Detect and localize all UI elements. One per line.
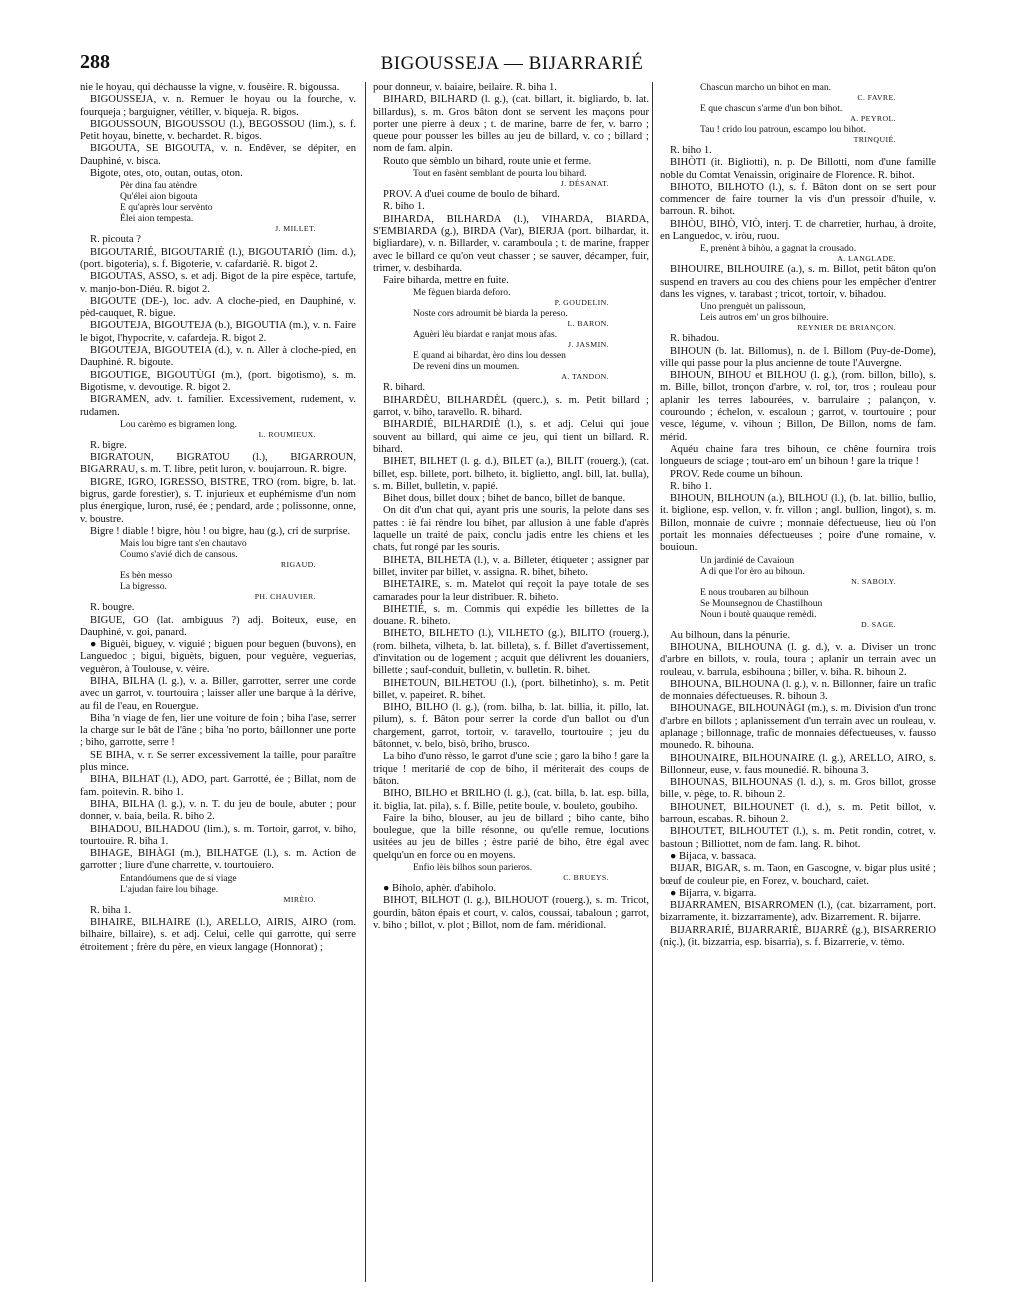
dictionary-entry: BIHETOUN, BILHETOU (l.), (port. bilhetinho), s. m. Petit billet, v. papeiret. R. bihet. [373,677,649,701]
quotation-author: PH. CHAUVIER. [254,592,316,602]
dictionary-entry: BIHETO, BILHETO (l.), VILHETO (g.), BILITO (rouerg.), (rom. bilheta, vilheta, b. lat. billeta), s. f. Billet d'avertissement, d'invitation ou de logement ; acquit que délivrent les douaniers, billette ; sauf-conduit, bulletin, v. bulletin. R. bihet. [373,628,649,677]
dictionary-entry: BIHÒTI (it. Bigliotti), n. p. De Billotti, nom d'une famille noble du Comtat Venaissin, originaire de Florence. R. bihot. [660,157,936,181]
dictionary-entry: On dit d'un chat qui, ayant pris une souris, la pelote dans ses pattes : iè fai rèndre lou bihet, par allusion à une fable d'après laquelle un traité de paix, conclu jadis entre les chiens et les chats, fut rongé par les souris. [373,505,649,554]
dictionary-entry: BIHOUNAS, BILHOUNAS (l. d.), s. m. Gros billot, grosse bille, v. pège, to. R. bihoun 2. [660,777,936,801]
dictionary-entry: BIHOUIRE, BILHOUIRE (a.), s. m. Billot, petit bâton qu'on suspend en travers au cou des chiens pour les empêcher d'entrer dans les vignes, v. tarabast ; tricot, tortoir, v. bihadou. [660,264,936,300]
dictionary-entry: BIJAR, BIGAR, s. m. Taon, en Gascogne, v. bigar plus usité ; bœuf de couleur pie, en Forez, v. bouchard, caiet. [660,863,936,887]
dictionary-entry: ● Bijaca, v. bassaca. [670,850,757,862]
page-number: 288 [80,51,110,73]
dictionary-entry: SE BIHA, v. r. Se serrer excessivement la taille, pour paraître plus mince. [80,749,356,774]
dictionary-entry: BIGOUSSEJA, v. n. Remuer le hoyau ou la fourche, v. fourqueja ; barguigner, vétiller, v. biqueja. R. bigos. [80,94,356,118]
quotation-line: Noun i boutè quauque remèdi. [700,608,817,620]
quotation-line: Entandóumens que de si viage [120,872,237,884]
dictionary-entry: R. biha 1. [90,904,132,916]
dictionary-entry: BIHOUN (b. lat. Billomus), n. de l. Billom (Puy-de-Dome), ville qui passe pour la plus ancienne de toute l'Auvergne. [660,345,936,369]
quotation-line: De reveni dins un moumen. [413,361,520,373]
dictionary-entry: BIHETIÉ, s. m. Commis qui expédie les billettes de la douane. R. biheto. [373,603,649,628]
dictionary-entry: Au bilhoun, dans la pénurie. [670,629,791,641]
quotation-author: N. SABOLY. [851,576,896,586]
quotation-line: Leis autros em' un gros bilhouire. [700,312,829,324]
dictionary-entry: BIGRATOUN, BIGRATOU (l.), BIGARROUN, BIGARRAU, s. m. T. libre, petit luron, v. boujarroun. R. bigre. [80,452,356,476]
quotation-line: Me fèguen biarda deforo. [413,287,511,299]
dictionary-entry: BIHOUNA, BILHOUNA (l. g. d.), v. a. Diviser un tronc d'arbre en billots, v. roula, toura ; aplanir un terrain avec un rouleau, v. barrula, esbihouna ; biller, v. biha. R. bihoun 2. [660,641,936,678]
column-divider [365,82,366,1282]
quotation-line: Qu'élei aion bigouta [120,191,198,203]
dictionary-entry: R. biho 1. [670,480,712,492]
quotation-line: Mais lou bigre tant s'en chautavo [120,538,247,550]
quotation-author: L. ROUMIEUX. [258,429,316,439]
quotation-author: A. TANDON. [561,372,609,382]
quotation-line: Un jardinié de Cavaioun [700,554,795,566]
dictionary-entry: Faire biharda, mettre en fuite. [383,275,509,287]
dictionary-entry: BIHOUNA, BILHOUNA (l. g.), v. n. Billonner, faire un trafic de monnaies défectueuses. R. bihoun 3. [660,678,936,703]
dictionary-entry: Faire la biho, blouser, au jeu de billard ; biho cante, biho boulegue, que la bille résonne, ou qu'elle remue, locutions usitées au jeu de billes ; èstre parié de biho, être égal avec quelqu'un en force ou en moyens. [373,812,649,861]
dictionary-entry: R. biho 1. [670,145,712,156]
quotation-line: Pèr dina fau atèndre [120,180,197,192]
quotation-line: E qu'après lour servènto [120,202,213,214]
dictionary-entry: Aquéu chaine fara tres bihoun, ce chêne fournira trois longueurs de sciage ; tout-aro em' un bihoun ! gare la trique ! [660,443,936,468]
text-column-1 [80,82,356,1282]
dictionary-entry: BIHETA, BILHETA (l.), v. a. Billeter, étiqueter ; assigner par billet, inviter par billet, v. assigna. R. bihet, biheto. [373,554,649,578]
quotation-line: La bigresso. [120,581,167,593]
dictionary-entry: Bigre ! diable ! bigre, hòu ! ou bigre, hau (g.), cri de surprise. [90,525,351,537]
dictionary-entry: Biha 'n viage de fen, lier une voiture de foin ; biha l'ase, serrer la charge sur le bât de l'âne ; biha 'no porto, bâillonner une porte ; biho, garrotte, serre ! [80,712,356,749]
dictionary-entry: BIHARDÈU, BILHARDÈL (querc.), s. m. Petit billard ; garrot, v. biho, taravello. R. bihard. [373,394,649,419]
running-title: BIGOUSSEJA — BIJARRARIÉ [380,53,644,74]
dictionary-entry: R. picouta ? [90,234,141,246]
text-column-2 [373,82,649,1282]
dictionary-entry: BIHETAIRE, s. m. Matelot qui reçoit la paye totale de ses camarades pour la leur distribuer. R. biheto. [373,579,649,603]
quotation-author: MIRÈIO. [283,894,316,904]
quotation-line: Élei aion tempesta. [120,213,194,225]
dictionary-entry: BIGOUTE (DE-), loc. adv. A cloche-pied, en Dauphiné, v. pèd-cauquet, R. bigue. [80,295,356,320]
quotation-author: A. LANGLADE. [837,254,896,264]
quotation-line: E quand ai bihardat, èro dins lou dessen [413,350,566,362]
quotation-author: D. SAGE. [860,619,896,629]
dictionary-entry: ● Biguèi, biguey, v. viguié ; biguen pour beguen (buvons), en Languedoc ; bigui, biguèts, biguen, pour veguère, veguerias, veguèron, à Toulouse, v. vèire. [80,639,356,675]
quotation-author: A. PEYROL. [850,114,896,123]
quotation-line: Coumo s'avié dich de cansous. [120,549,238,561]
quotation-line: Chascun marcho un bihot en man. [700,82,832,93]
dictionary-entry: La biho d'uno rèsso, le garrot d'une scie ; garo la biho ! gare la trique ! meritarié de cop de biho, il mériterait des coups de bâton. [373,751,649,787]
dictionary-entry: R. bigre. [90,439,127,451]
dictionary-entry: pour donneur, v. baiaire, beilaire. R. biha 1. [373,82,557,93]
quotation-author: L. BARON. [567,319,609,329]
dictionary-entry: BIJARRARIÉ, BIJARRARIÈ, BIJARRÈ (g.), BISARRERIO (niç.), (it. bizzarria, esp. bisarria), s. f. Bizarrerie, v. tèmo. [660,924,936,949]
dictionary-entry: BIGOUTAS, ASSO, s. et adj. Bigot de la pire espèce, tartufe, v. manjo-bon-Diéu. R. bigot 2. [80,271,356,295]
dictionary-entry: BIHAGE, BIHÀGI (m.), BILHATGE (l.), s. m. Action de garrotter ; liure d'une charrette, v. tourtouiero. [80,848,356,872]
quotation-line: Tau ! crido lou patroun, escampo lou bihot. [700,124,866,135]
dictionary-entry: BIGOUTARIÉ, BIGOUTARIÈ (l.), BIGOUTARIÒ (lim. d.), (port. bigoteria), s. f. Bigoterie, v. cafardariè. R. bigot 2. [80,246,356,270]
dictionary-entry: BIHARD, BILHARD (l. g.), (cat. billart, it. bigliardo, b. lat. billardus), s. m. Gros bâton dont se servent les maçons pour porter une pierre à deux ; t. de marine, barre de fer, v. barro ; queue pour pousser les billes au jeu de billard, v. co ; billard ; nom de fam. alpin. [373,94,649,155]
dictionary-entry: BIHA, BILHA (l. g.), v. n. T. du jeu de boule, abuter ; pour donner, v. baia, beila. R. biho 2. [80,798,356,823]
quotation-line: A di que l'or èro au bihoun. [700,565,805,577]
quotation-author: C. FAVRE. [857,93,896,102]
quotation-line: L'ajudan faire lou bihage. [120,883,219,895]
dictionary-entry: R. bihard. [383,382,426,394]
dictionary-entry: BIHOUN, BIHOU et BILHOU (l. g.), (rom. billon, billo), s. m. Bille, billot, tronçon d'arbre, v. rol, tor, tros ; rouleau pour aplanir les terres labourées, v. barrulaire ; palançon, v. couroundo ; échelon, v. escaloun ; garrot, v. tourtouire ; pour vesce, légume, v. vihoun ; Billon, De Billon, noms de fam. mérid. [660,370,936,443]
quotation-line: Enfio lèis bilhos soun parieros. [413,862,533,874]
quotation-line: E que chascun s'arme d'un bon bihot. [700,103,843,114]
dictionary-entry: BIHO, BILHO (l. g.), (rom. bilha, b. lat. billia, it. pillo, lat. pilum), s. f. Bâton pour serrer la corde d'un ballot ou d'un chargement, garrot, tortoir, v. taravello, tourtouire ; jeu du bâtonnet, v. belo, bisò, briho, brusco. [373,702,649,751]
quotation-line: Aguèri lèu biardat e ranjat mous afas. [413,329,558,341]
dictionary-entry: BIHOT, BILHOT (l. g.), BILHOUOT (rouerg.), s. m. Tricot, gourdin, bâton épais et court, v. calos, coussai, tabaloun ; garrot, v. biho ; billot, v. plot ; Billot, nom de fam. méridional. [373,895,649,931]
quotation-line: Lou carèmo es bigramen long. [120,418,237,430]
dictionary-entry: PROV. A d'uei coume de boulo de bihard. [383,189,560,201]
dictionary-entry: nie le hoyau, qui déchausse la vigne, v. fousèire. R. bigoussa. [80,82,340,93]
dictionary-entry: BIHOTO, BILHOTO (l.), s. f. Bâton dont on se sert pour commencer de faire tourner la vis d'un pressoir d'huile, v. barroun. R. bihot. [660,181,936,218]
quotation-line: Tout en fasènt semblant de pourta lou bihard. [413,168,587,180]
dictionary-entry: BIGRE, IGRO, IGRESSO, BISTRE, TRO (rom. bigre, b. lat. bigrus, garde forestier), s. T. injurieux et euphémisme d'un nom plus énergique, luron, rusé, ée ; pendard, arde ; polissonne, onne, v. boustre. [80,476,356,525]
quotation-line: E nous troubaren au bilhoun [700,586,809,598]
dictionary-entry: BIHOUTET, BILHOUTET (l.), s. m. Petit rondin, cotret, v. bastoun ; Billiottet, nom de fam. lang. R. bihot. [660,826,936,850]
dictionary-entry: BIHARDA, BILHARDA (l.), VIHARDA, BIARDA, S'EMBIARDA (g.), BIRDA (Var), BIERJA (port. bilhardar, it. bigliardare), v. n. Billarder, v. caramboula ; t. de marine, frapper avec le billard ce qu'on veut chasser ; se sauver, décamper, fuir, trimer, v. desbiharda. [373,213,649,274]
dictionary-entry: BIHOUNAIRE, BILHOUNAIRE (l. g.), ARELLO, AIRO, s. Billonneur, euse, v. faus mounedié. R. bihouna 3. [660,752,936,776]
quotation-line: Se Mounsegnou de Chastilhoun [700,597,823,609]
dictionary-entry: BIGOUTEJA, BIGOUTEIA (d.), v. n. Aller à cloche-pied, en Dauphiné. R. bigoute. [80,345,356,369]
quotation-author: J. DÉSANAT. [560,179,609,189]
column-divider [652,82,653,1282]
dictionary-entry: Routo que sèmblo un bihard, route unie et ferme. [383,155,592,167]
dictionary-entry: BIHA, BILHAT (l.), ADO, part. Garrotté, ée ; Billat, nom de fam. poitevin. R. biho 1. [80,774,356,798]
dictionary-entry: R. bihadou. [670,333,720,345]
quotation-author: RIGAUD. [280,560,316,570]
dictionary-entry: BIHAIRE, BILHAIRE (l.), ARELLO, AIRIS, AIRO (rom. bilhaire, billaire), s. et adj. Celui, celle qui garrotte, qui serre étroitement ; frère du père, en vieux langage (Honnorat) ; [80,917,356,953]
quotation-line: Es bèn messo [120,570,173,582]
dictionary-entry: Bihet dous, billet doux ; bihet de banco, billet de banque. [383,493,626,505]
dictionary-entry: ● Biholo, aphèr. d'abiholo. [383,883,497,895]
dictionary-entry: BIHADOU, BILHADOU (lim.), s. m. Tortoir, garrot, v. biho, tourtouire. R. biha 1. [80,823,356,847]
dictionary-entry: BIHA, BILHA (l. g.), v. a. Biller, garrotter, serrer une corde avec un garrot, v. tourtouira ; laisser aller une barque à la dérive, au fil de l'eau, en Rouergue. [80,675,356,712]
quotation-author: REYNIER DE BRIANÇON. [797,323,896,333]
dictionary-entry: BIHOUNET, BILHOUNET (l. d.), s. m. Petit billot, v. barroun, escabas. R. bihoun 2. [660,801,936,826]
dictionary-entry: BIGOUTIGE, BIGOUTÙGI (m.), (port. bigotismo), s. m. Bigotisme, v. devoutige. R. bigot 2. [80,369,356,393]
dictionary-entry: BIJARRAMEN, BISARROMEN (l.), (cat. bizarrament, port. bizarramente, it. bizzarramente), adv. Bizarrement. R. bijarre. [660,900,936,924]
quotation-author: P. GOUDELIN. [554,298,609,308]
dictionary-entry: PROV. Rede coume un bihoun. [670,468,803,480]
quotation-line: E, prenènt à bihòu, a gagnat la crousado. [700,243,857,255]
dictionary-entry: BIGOUTEJA, BIGOUTEJA (b.), BIGOUTIA (m.), v. n. Faire le bigot, l'hypocrite, v. cafardeja. R. bigot 2. [80,320,356,344]
quotation-author: TRINQUIÉ. [853,135,896,144]
dictionary-entry: BIHOUN, BILHOUN (a.), BILHOU (l.), (b. lat. billio, bullio, it. biglione, esp. vellon, v. fr. villon ; angl. bullion, lingot), s. m. Billon, monnaie de cuivre ; monnaie défectueuse, lieu où l'on portait les monnaies défectueuses ; poire d'une romaine, v. bouioun. [660,493,936,554]
quotation-author: J. MILLET. [275,224,316,234]
dictionary-entry: BIHARDIÉ, BILHARDIÈ (l.), s. et adj. Celui qui joue souvent au billard, qui aime ce jeu, qui tient un billard. R. bihard. [373,419,649,455]
quotation-line: Uno prenguèt un palissoun, [700,301,806,313]
quotation-line: Noste cors adroumit bè biarda la pereso. [413,308,568,320]
quotation-author: J. JASMIN. [567,340,609,350]
dictionary-entry: BIHÒU, BIHÒ, VIÒ, interj. T. de charretier, hurhau, à droite, en Languedoc, v. iròu, ruou. [660,218,936,243]
dictionary-entry: R. bougre. [90,602,135,614]
dictionary-entry: R. biho 1. [383,201,425,213]
dictionary-entry: BIGOUTA, SE BIGOUTA, v. n. Endêver, se dépiter, en Dauphiné, v. bisca. [80,143,356,167]
dictionary-entry: BIGOUSSOUN, BIGOUSSOU (l.), BEGOSSOU (lim.), s. f. Petit hoyau, binette, v. bechardet. R. bigos. [80,118,356,143]
dictionary-entry: ● Bijarra, v. bigarra. [670,887,757,899]
dictionary-entry: BIHOUNAGE, BILHOUNÀGI (m.), s. m. Division d'un tronc d'arbre en billots ; aplanissement d'un terrain avec un rouleau, v. aplanage ; billonnage, trafic de monnaies défectueuses, v. fausso mounedo. R. bihouna. [660,703,936,752]
dictionary-entry: Bigote, otes, oto, outan, outas, oton. [90,168,243,180]
page-header [80,50,944,76]
text-column-3 [660,82,936,1282]
dictionary-entry: BIHET, BILHET (l. g. d.), BILET (a.), BILIT (rouerg.), (cat. billet, esp. billete, port. bilheto, it. biglietto, angl. bill, lat. bulla), s. m. Billet, bulletin, v. papié. [373,456,649,492]
dictionary-entry: BIGUE, GO (lat. ambiguus ?) adj. Boiteux, euse, en Dauphiné, v. goi, panard. [80,614,356,638]
dictionary-entry: BIGRAMEN, adv. t. familier. Excessivement, rudement, v. rudamen. [80,394,356,418]
quotation-author: C. BRUEYS. [563,873,609,883]
dictionary-entry: BIHO, BILHO et BRILHO (l. g.), (cat. billa, b. lat. esp. billa, it. biglia, lat. pila), s. f. Bille, petite boule, v. bouleto, goubiho. [373,788,649,812]
